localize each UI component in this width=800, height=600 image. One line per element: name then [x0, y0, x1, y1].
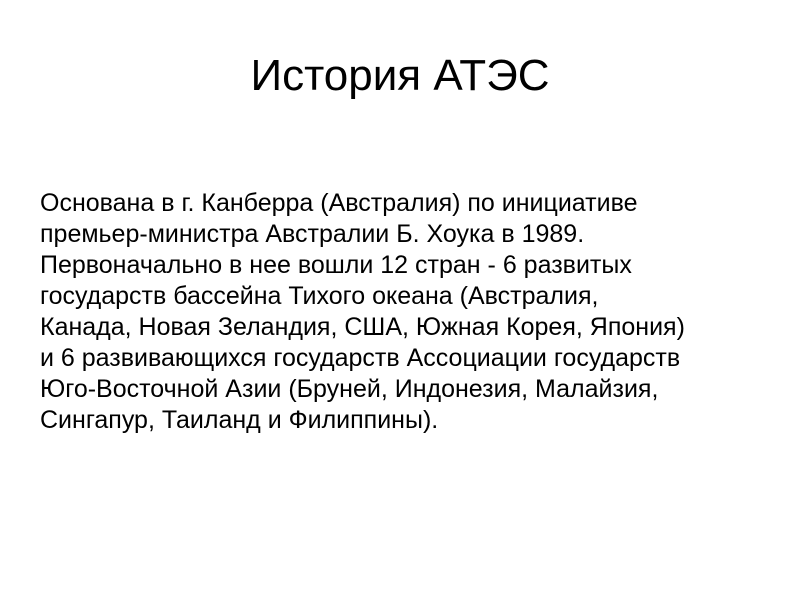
body-line: государств бассейна Тихого океана (Австралия,	[40, 282, 599, 310]
body-line: Юго-Восточной Азии (Бруней, Индонезия, Малайзия,	[40, 375, 659, 403]
body-line: Первоначально в нее вошли 12 стран - 6 развитых	[40, 251, 632, 279]
slide-title: История АТЭС	[250, 51, 550, 100]
body-line: Канада, Новая Зеландия, США, Южная Корея, Япония)	[40, 313, 685, 341]
body-line: премьер-министра Австралии Б. Хоука в 1989.	[40, 220, 585, 248]
body-line: Сингапур, Таиланд и Филиппины).	[40, 406, 439, 434]
slide-body	[40, 188, 780, 436]
body-line: и 6 развивающихся государств Ассоциации государств	[40, 344, 681, 372]
body-line: Основана в г. Канберра (Австралия) по инициативе	[40, 189, 638, 217]
